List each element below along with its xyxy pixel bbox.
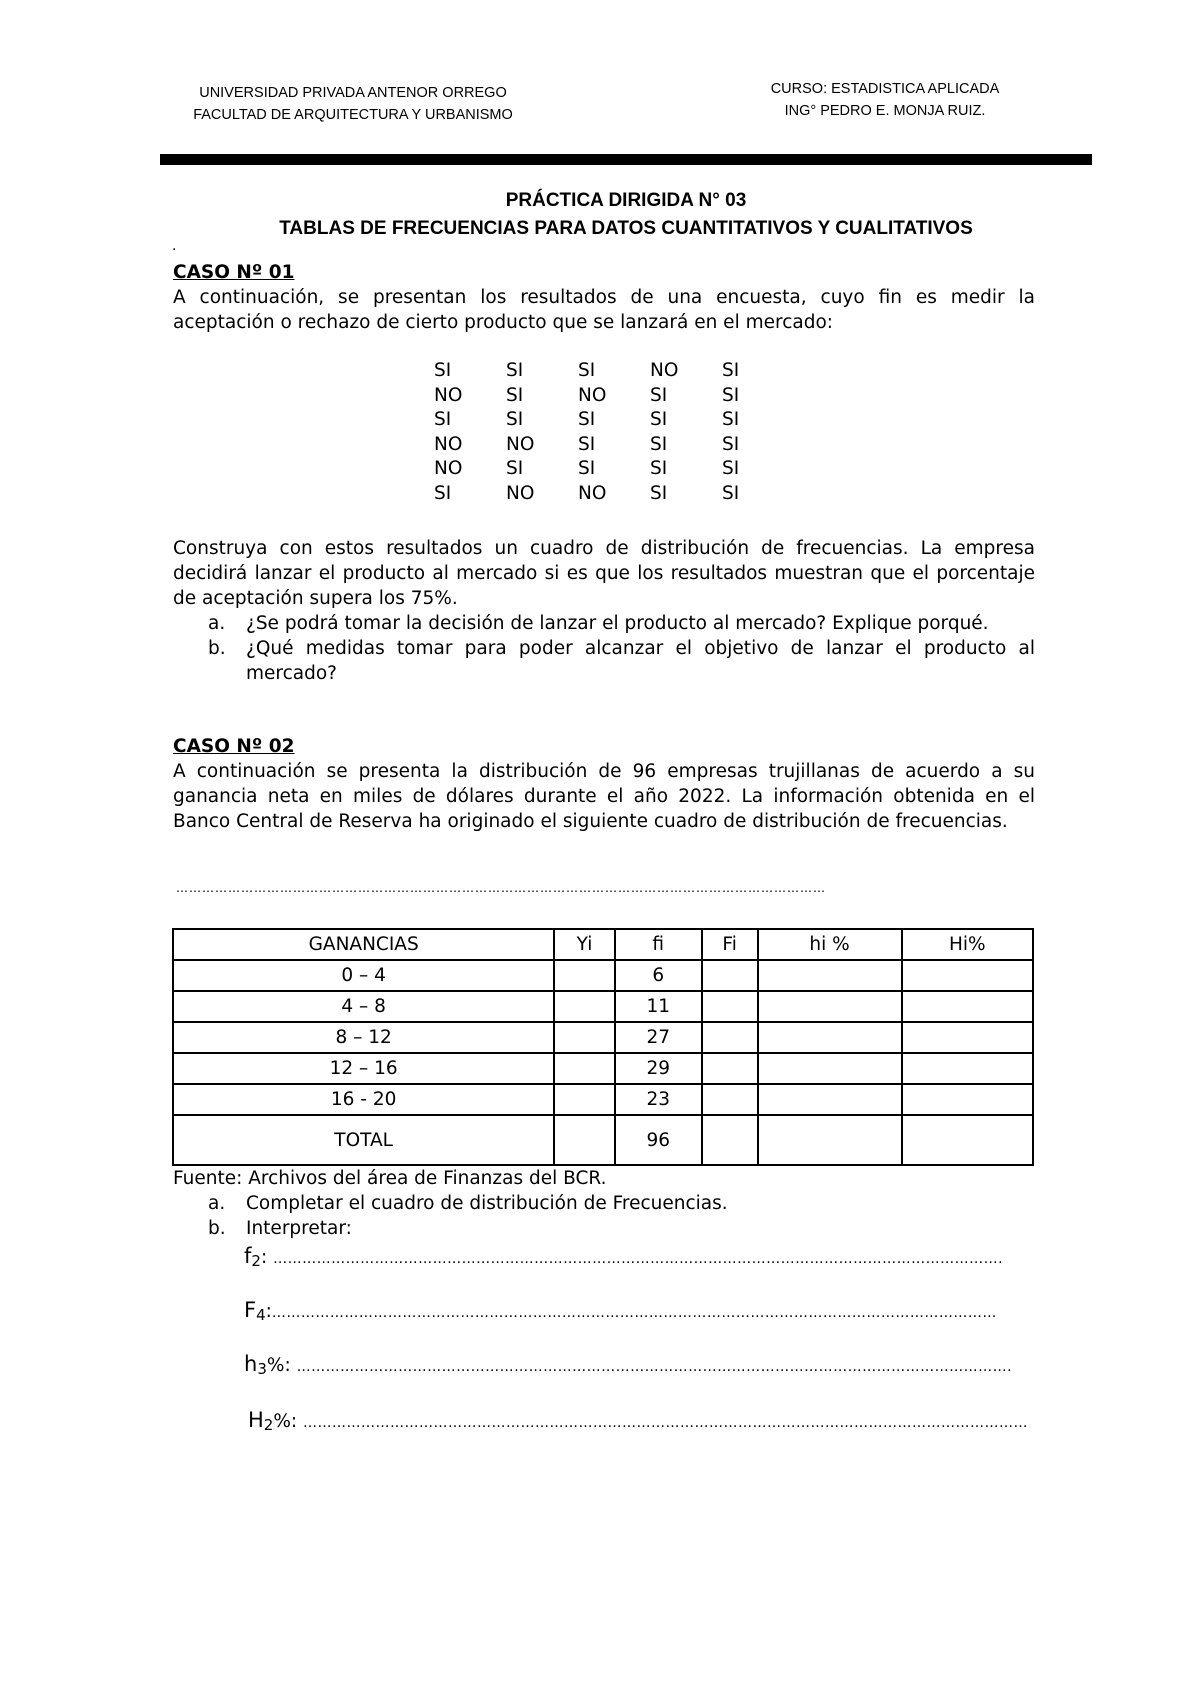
hi-cell[interactable] — [758, 1084, 902, 1115]
symbol-letter: h — [244, 1352, 258, 1376]
range-cell: 0 – 4 — [173, 960, 554, 991]
total-fi: 96 — [615, 1115, 702, 1165]
symbol-suffix: %: — [273, 1411, 304, 1432]
range-cell: 16 - 20 — [173, 1084, 554, 1115]
survey-cell: SI — [722, 433, 740, 455]
column-header: Yi — [554, 929, 614, 960]
interpret-F4[interactable] — [244, 1298, 1036, 1324]
answer-leader: ……………………………………………………………………………………………………………………………………. — [273, 1251, 1004, 1267]
header-left — [178, 82, 528, 126]
survey-cell: NO — [578, 384, 607, 406]
case2-tasks — [173, 1166, 1035, 1241]
Fi-cell[interactable] — [702, 960, 758, 991]
survey-cell: NO — [650, 360, 679, 381]
table-total-row — [173, 1115, 1033, 1165]
faculty-name: FACULTAD DE ARQUITECTURA Y URBANISMO — [193, 107, 513, 123]
case1-instructions — [173, 536, 1035, 686]
survey-cell: NO — [434, 384, 463, 406]
table-row — [173, 1053, 1033, 1084]
symbol-letter: f — [244, 1244, 252, 1268]
case1-intro: A continuación, se presentan los resultados de una encuesta, cuyo fin es medir la aceptación o rechazo de cierto producto que se lanzará en el mercado: — [173, 287, 1035, 333]
yi-cell[interactable] — [554, 1115, 614, 1165]
stray-dot: . — [172, 238, 177, 254]
interpret-f2[interactable] — [244, 1244, 1036, 1270]
answer-leader: …………………………………………………………………………………………………………………………………… — [271, 1305, 997, 1321]
Hi-cell[interactable] — [902, 1084, 1033, 1115]
case1-heading: CASO Nº 01 — [173, 262, 295, 283]
symbol-letter: F — [244, 1298, 257, 1322]
case1-instruction: Construya con estos resultados un cuadro de distribución de frecuencias. La empresa decidirá lanzar el producto al mercado si es que los resultados muestran que el porcentaje de aceptación supera los 75%. — [173, 538, 1035, 609]
list-marker: b. — [208, 1218, 226, 1239]
survey-row — [434, 482, 794, 507]
survey-cell: SI — [722, 360, 740, 381]
survey-cell: SI — [434, 409, 452, 431]
survey-row — [434, 359, 794, 384]
fi-cell: 27 — [615, 1022, 702, 1053]
total-label: TOTAL — [173, 1115, 554, 1165]
symbol-suffix: : — [260, 1247, 274, 1268]
survey-cell: SI — [578, 433, 596, 455]
interpret-h3[interactable] — [244, 1352, 1036, 1378]
survey-cell: SI — [650, 409, 668, 431]
survey-cell: NO — [506, 482, 535, 504]
table-source: Fuente: Archivos del área de Finanzas del BCR. — [173, 1168, 607, 1189]
survey-cell: SI — [722, 409, 740, 431]
symbol-suffix: : — [265, 1301, 272, 1322]
Hi-cell[interactable] — [902, 1115, 1033, 1165]
case2-intro: A continuación se presenta la distribución de 96 empresas trujillanas de acuerdo a su ganancia neta en miles de dólares durante el año 2022. La información obtenida en el Banco Central de Reserva ha originado el siguiente cuadro de distribución de frecuencias. — [173, 761, 1035, 832]
range-cell: 12 – 16 — [173, 1053, 554, 1084]
hi-cell[interactable] — [758, 1115, 902, 1165]
fi-cell: 6 — [615, 960, 702, 991]
answer-leader: …………………………………………………………………………………………………………………………………… — [303, 1415, 1029, 1431]
Fi-cell[interactable] — [702, 1115, 758, 1165]
task-text: Completar el cuadro de distribución de Frecuencias. — [246, 1193, 728, 1214]
survey-grid — [434, 359, 794, 507]
list-item — [173, 636, 1035, 686]
task-text: Interpretar: — [246, 1218, 352, 1239]
hi-cell[interactable] — [758, 960, 902, 991]
Fi-cell[interactable] — [702, 991, 758, 1022]
survey-cell: NO — [506, 433, 535, 455]
hi-cell[interactable] — [758, 1053, 902, 1084]
symbol-subscript: 2 — [251, 1252, 261, 1270]
survey-cell: SI — [722, 482, 740, 504]
survey-row — [434, 384, 794, 409]
survey-cell: SI — [578, 409, 596, 431]
yi-cell[interactable] — [554, 1053, 614, 1084]
answer-leader: …………………………………………………………………………………………………………………………………. — [296, 1359, 1013, 1375]
table-row — [173, 960, 1033, 991]
page-title: PRÁCTICA DIRIGIDA N° 03 — [505, 190, 747, 211]
course-name: CURSO: ESTADISTICA APLICADA — [770, 81, 1000, 97]
list-item — [173, 1216, 1035, 1241]
Hi-cell[interactable] — [902, 1022, 1033, 1053]
Hi-cell[interactable] — [902, 1053, 1033, 1084]
case2-section — [173, 734, 1035, 834]
list-marker: a. — [208, 1193, 226, 1214]
case1-section — [173, 260, 1035, 335]
survey-cell: SI — [506, 384, 524, 406]
survey-cell: SI — [506, 409, 524, 431]
table-header-row — [173, 929, 1033, 960]
survey-row — [434, 408, 794, 433]
column-header: fi — [615, 929, 702, 960]
page-subtitle: TABLAS DE FRECUENCIAS PARA DATOS CUANTITATIVOS Y CUALITATIVOS — [279, 218, 973, 239]
column-header: Hi% — [902, 929, 1033, 960]
yi-cell[interactable] — [554, 1084, 614, 1115]
question-text: ¿Qué medidas tomar para poder alcanzar el objetivo de lanzar el producto al mercado? — [246, 638, 1035, 684]
Hi-cell[interactable] — [902, 991, 1033, 1022]
yi-cell[interactable] — [554, 991, 614, 1022]
table-row — [173, 1084, 1033, 1115]
range-cell: 8 – 12 — [173, 1022, 554, 1053]
yi-cell[interactable] — [554, 1022, 614, 1053]
survey-cell: SI — [650, 458, 668, 480]
survey-cell: SI — [434, 482, 452, 504]
list-marker: a. — [208, 613, 226, 634]
case1-questions — [173, 611, 1035, 686]
symbol-subscript: 4 — [256, 1306, 266, 1324]
question-text: ¿Se podrá tomar la decisión de lanzar el producto al mercado? Explique porqué. — [246, 613, 989, 634]
symbol-subscript: 2 — [263, 1416, 274, 1434]
symbol-suffix: %: — [266, 1355, 297, 1376]
header-right — [735, 78, 1035, 122]
symbol-letter: H — [248, 1408, 264, 1432]
Fi-cell[interactable] — [702, 1022, 758, 1053]
survey-cell: SI — [650, 384, 668, 406]
survey-cell: NO — [434, 458, 463, 480]
yi-cell[interactable] — [554, 960, 614, 991]
survey-cell: NO — [434, 433, 463, 455]
interpret-H2[interactable] — [248, 1408, 1036, 1434]
fi-cell: 29 — [615, 1053, 702, 1084]
hi-cell[interactable] — [758, 991, 902, 1022]
survey-cell: NO — [578, 482, 607, 504]
survey-cell: SI — [722, 458, 740, 480]
case2-task-list — [173, 1191, 1035, 1241]
Fi-cell[interactable] — [702, 1084, 758, 1115]
table-row — [173, 1022, 1033, 1053]
column-header: hi % — [758, 929, 902, 960]
fi-cell: 11 — [615, 991, 702, 1022]
survey-cell: SI — [434, 360, 452, 381]
fi-cell: 23 — [615, 1084, 702, 1115]
survey-row — [434, 457, 794, 482]
list-item — [173, 1191, 1035, 1216]
survey-cell: SI — [506, 458, 524, 480]
frequency-table — [172, 928, 1034, 1166]
survey-cell: SI — [650, 433, 668, 455]
survey-cell: SI — [722, 384, 740, 406]
instructor-name: ING° PEDRO E. MONJA RUIZ. — [784, 103, 986, 119]
survey-row — [434, 433, 794, 458]
survey-cell: SI — [578, 458, 596, 480]
Hi-cell[interactable] — [902, 960, 1033, 991]
column-header: GANANCIAS — [173, 929, 554, 960]
hi-cell[interactable] — [758, 1022, 902, 1053]
survey-cell: SI — [650, 482, 668, 504]
dotted-line: …………………………………………………………………………………………………………………………………… — [176, 881, 826, 895]
survey-cell: SI — [578, 360, 596, 381]
header-divider — [160, 154, 1092, 165]
case2-heading: CASO Nº 02 — [173, 736, 295, 757]
survey-cell: SI — [506, 360, 524, 381]
Fi-cell[interactable] — [702, 1053, 758, 1084]
table-row — [173, 991, 1033, 1022]
university-name: UNIVERSIDAD PRIVADA ANTENOR ORREGO — [199, 85, 507, 101]
range-cell: 4 – 8 — [173, 991, 554, 1022]
symbol-subscript: 3 — [257, 1360, 267, 1378]
list-marker: b. — [208, 638, 226, 659]
list-item — [173, 611, 1035, 636]
column-header: Fi — [702, 929, 758, 960]
